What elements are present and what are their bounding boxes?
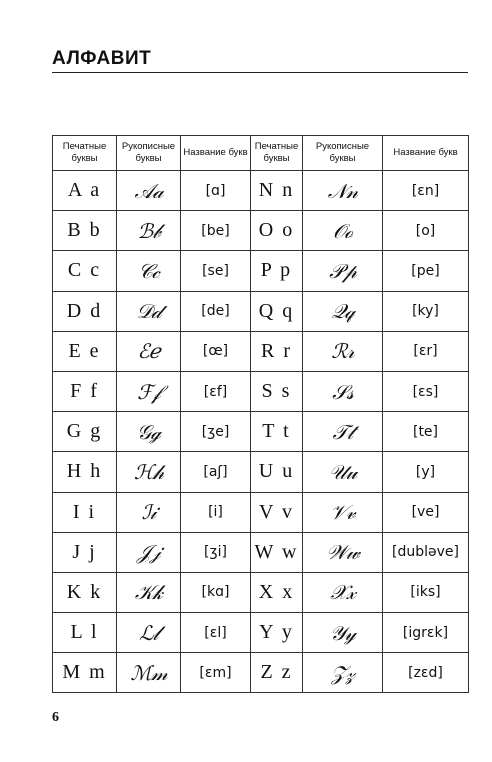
printed-letter-cell: O o: [251, 211, 303, 251]
handwritten-letter-cell: ℬ𝒷: [117, 211, 181, 251]
printed-letter-cell: K k: [53, 572, 117, 612]
column-header: Рукописные буквы: [303, 136, 383, 171]
handwritten-letter-cell: ℛ𝓇: [303, 331, 383, 371]
handwritten-letter-cell: 𝒮𝓈: [303, 371, 383, 411]
table-row: [53, 371, 469, 411]
letter-name-cell: [dubləve]: [383, 532, 469, 572]
column-header: Название букв: [181, 136, 251, 171]
column-header: Рукописные буквы: [117, 136, 181, 171]
handwritten-letter-cell: 𝒟𝒹: [117, 291, 181, 331]
letter-name-cell: [ɛf]: [181, 371, 251, 411]
printed-letter-cell: W w: [251, 532, 303, 572]
printed-letter-cell: R r: [251, 331, 303, 371]
letter-name-cell: [ky]: [383, 291, 469, 331]
printed-letter-cell: I i: [53, 492, 117, 532]
letter-name-cell: [kɑ]: [181, 572, 251, 612]
letter-name-cell: [aʃ]: [181, 452, 251, 492]
printed-letter-cell: D d: [53, 291, 117, 331]
table-row: [53, 532, 469, 572]
letter-name-cell: [pe]: [383, 251, 469, 291]
table-row: [53, 492, 469, 532]
letter-name-cell: [y]: [383, 452, 469, 492]
printed-letter-cell: L l: [53, 613, 117, 653]
table-row: [53, 452, 469, 492]
table-row: [53, 572, 469, 612]
letter-name-cell: [ɛm]: [181, 653, 251, 693]
handwritten-letter-cell: 𝒬𝓆: [303, 291, 383, 331]
handwritten-letter-cell: 𝒜𝒶: [117, 171, 181, 211]
letter-name-cell: [œ]: [181, 331, 251, 371]
printed-letter-cell: Z z: [251, 653, 303, 693]
printed-letter-cell: T t: [251, 412, 303, 452]
letter-name-cell: [iks]: [383, 572, 469, 612]
printed-letter-cell: P p: [251, 251, 303, 291]
printed-letter-cell: N n: [251, 171, 303, 211]
table-row: [53, 211, 469, 251]
title-divider: [52, 72, 468, 73]
handwritten-letter-cell: 𝒦𝓀: [117, 572, 181, 612]
handwritten-letter-cell: ℒ𝓁: [117, 613, 181, 653]
column-header: Название букв: [383, 136, 469, 171]
handwritten-letter-cell: ℰℯ: [117, 331, 181, 371]
letter-name-cell: [ɑ]: [181, 171, 251, 211]
printed-letter-cell: E e: [53, 331, 117, 371]
handwritten-letter-cell: ℳ𝓂: [117, 653, 181, 693]
handwritten-letter-cell: ℱ𝒻: [117, 371, 181, 411]
letter-name-cell: [ɛn]: [383, 171, 469, 211]
page-title: АЛФАВИТ: [52, 48, 152, 69]
printed-letter-cell: G g: [53, 412, 117, 452]
handwritten-letter-cell: 𝒰𝓊: [303, 452, 383, 492]
printed-letter-cell: X x: [251, 572, 303, 612]
letter-name-cell: [o]: [383, 211, 469, 251]
table-row: [53, 171, 469, 211]
handwritten-letter-cell: 𝒫𝓅: [303, 251, 383, 291]
letter-name-cell: [ɛs]: [383, 371, 469, 411]
letter-name-cell: [ɛr]: [383, 331, 469, 371]
letter-name-cell: [igrɛk]: [383, 613, 469, 653]
printed-letter-cell: C c: [53, 251, 117, 291]
letter-name-cell: [de]: [181, 291, 251, 331]
handwritten-letter-cell: 𝒞𝒸: [117, 251, 181, 291]
handwritten-letter-cell: 𝒵𝓏: [303, 653, 383, 693]
letter-name-cell: [te]: [383, 412, 469, 452]
handwritten-letter-cell: 𝒲𝓌: [303, 532, 383, 572]
printed-letter-cell: U u: [251, 452, 303, 492]
letter-name-cell: [se]: [181, 251, 251, 291]
handwritten-letter-cell: 𝒪ℴ: [303, 211, 383, 251]
printed-letter-cell: H h: [53, 452, 117, 492]
column-header: Печатные буквы: [251, 136, 303, 171]
letter-name-cell: [ve]: [383, 492, 469, 532]
handwritten-letter-cell: 𝒥𝒿: [117, 532, 181, 572]
printed-letter-cell: A a: [53, 171, 117, 211]
letter-name-cell: [be]: [181, 211, 251, 251]
handwritten-letter-cell: ℋ𝒽: [117, 452, 181, 492]
letter-name-cell: [ʒe]: [181, 412, 251, 452]
handwritten-letter-cell: 𝒩𝓃: [303, 171, 383, 211]
printed-letter-cell: B b: [53, 211, 117, 251]
table-row: [53, 291, 469, 331]
printed-letter-cell: M m: [53, 653, 117, 693]
column-header: Печатные буквы: [53, 136, 117, 171]
table-row: [53, 412, 469, 452]
printed-letter-cell: Q q: [251, 291, 303, 331]
handwritten-letter-cell: 𝒢ℊ: [117, 412, 181, 452]
handwritten-letter-cell: 𝒳𝓍: [303, 572, 383, 612]
table-row: [53, 613, 469, 653]
letter-name-cell: [ɛl]: [181, 613, 251, 653]
table-header-row: [53, 136, 469, 171]
printed-letter-cell: V v: [251, 492, 303, 532]
handwritten-letter-cell: ℐ𝒾: [117, 492, 181, 532]
printed-letter-cell: J j: [53, 532, 117, 572]
handwritten-letter-cell: 𝒴𝓎: [303, 613, 383, 653]
table-row: [53, 251, 469, 291]
table-row: [53, 653, 469, 693]
handwritten-letter-cell: 𝒱𝓋: [303, 492, 383, 532]
printed-letter-cell: Y y: [251, 613, 303, 653]
page-number: 6: [52, 710, 59, 725]
letter-name-cell: [ʒi]: [181, 532, 251, 572]
letter-name-cell: [i]: [181, 492, 251, 532]
alphabet-table: [52, 135, 469, 693]
printed-letter-cell: S s: [251, 371, 303, 411]
letter-name-cell: [zɛd]: [383, 653, 469, 693]
printed-letter-cell: F f: [53, 371, 117, 411]
table-row: [53, 331, 469, 371]
handwritten-letter-cell: 𝒯𝓉: [303, 412, 383, 452]
